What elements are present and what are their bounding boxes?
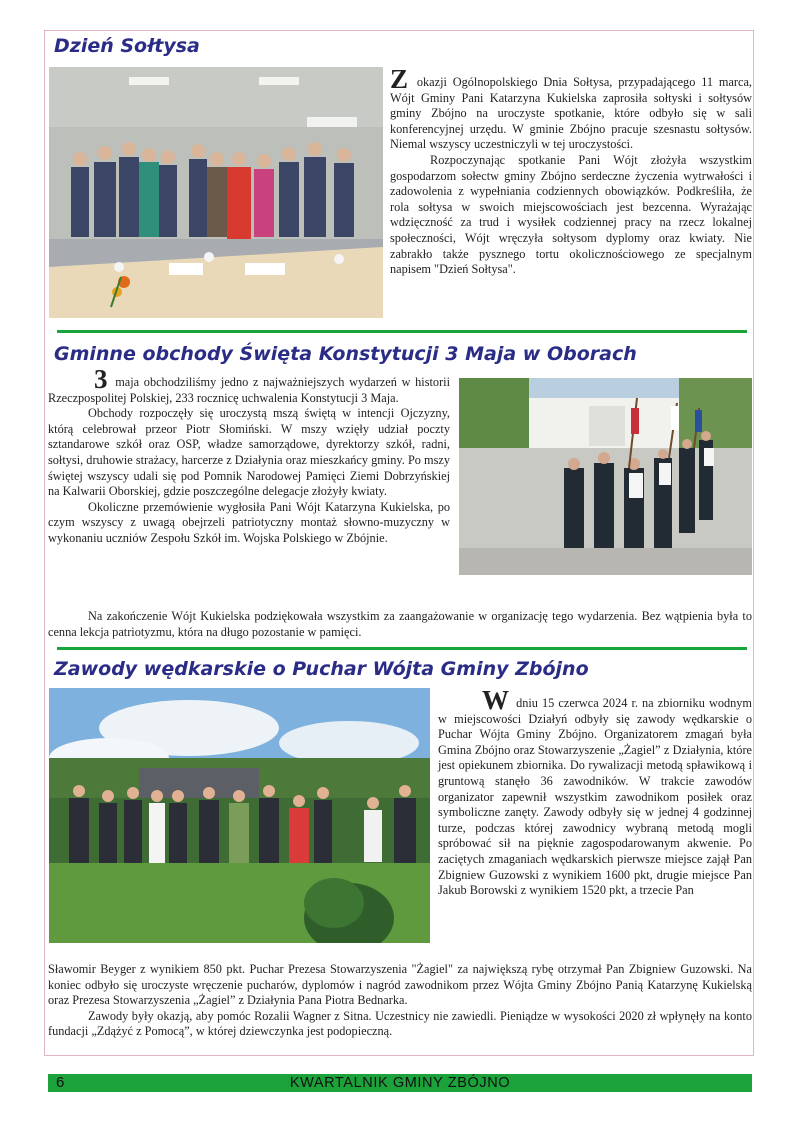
publication-title: KWARTALNIK GMINY ZBÓJNO [289, 1075, 511, 1091]
section3-text [438, 685, 752, 899]
section-title-dzien-soltysa: Dzień Sołtysa [54, 35, 200, 57]
section2-text [48, 364, 450, 547]
section3-text-full [48, 962, 752, 1040]
section1-text [390, 64, 752, 278]
photo-parade [459, 378, 752, 575]
section2-paragraph-4: Na zakończenie Wójt Kukielska podziękowała wszystkim za zaangażowanie w organizację tego wydarzenia. Bez wątpienia była to cenna lekcja patriotyzmu, która na długo pozostanie w pamięci. [48, 609, 752, 639]
photo-soltys-meeting [49, 67, 383, 318]
footer-bar [48, 1074, 752, 1092]
section1-dropcap: Z [390, 64, 409, 94]
section2-paragraph-1 [48, 364, 450, 406]
section2-lead-text: maja obchodziliśmy jedno z najważniejszych wydarzeń w historii Rzeczpospolitej Polskiej, 233 rocznicę uchwalenia Konstytucji 3 Maja. [48, 375, 450, 405]
photo-fishing-competition [49, 688, 430, 943]
section3-paragraph-1 [438, 685, 752, 899]
section-divider-1 [57, 330, 747, 333]
section1-paragraph-1 [390, 64, 752, 153]
section2-paragraph-3: Okoliczne przemówienie wygłosiła Pani Wójt Katarzyna Kukielska, po czym wszyscy z uwagą obejrzeli patriotyczny montaż słowno-muzyczny w wykonaniu uczniów Zespołu Szkół im. Wojska Polskiego w Zbójnie. [48, 499, 450, 545]
page-number: 6 [56, 1074, 65, 1091]
section3-continuation: Sławomir Beyger z wynikiem 850 pkt. Puchar Prezesa Stowarzyszenia "Żagiel" za największą rybę otrzymał Pan Zbigniew Guzowski. Na koniec odbyło się uroczyste wręczenie pucharów, dyplomów i nagród zawodnikom przez Wójta Gminy Zbójno Panią Katarzynę Kukielską oraz Prezesa Stowarzyszenia „Żagiel” z Działynia Pana Piotra Bednarka. [48, 962, 752, 1008]
section3-dropcap: W [482, 685, 509, 715]
section3-lead-text: dniu 15 czerwca 2024 r. na zbiorniku wodnym w miejscowości Działyń odbyły się zawody wędkarskie o Puchar Wójta Gminy Zbójno. Organizatorem zmagań była Gmina Zbójno oraz Stowarzyszenie „Żagiel” z Działynia, które jest opiekunem zbiornika. Do rywalizacji metodą spławikową i gruntową stanęło 36 zawodników. W trakcie zawodów organizator zapewnił wszystkim zawodnikom posiłek oraz symboliczne zanęty. Zawody odbyły się w jednej 4 godzinnej turze, podczas której zawodnicy wybraną metodą mogli spróbować sił na pięknie zagospodarowanym akwenie. Po zaciętych zmaganiach wędkarskich pierwsze miejsce zajął Pan Zbigniew Guzowski z wynikiem 1600 pkt, drugie miejsce Pan Jakub Borowski z wynikiem 1520 pkt, a trzecie Pan [438, 696, 752, 898]
section2-text-full [48, 609, 752, 640]
section2-paragraph-2: Obchody rozpoczęły się uroczystą mszą świętą w intencji Ojczyzny, którą celebrował przeor Piotr Słomiński. W mszy wzięły udział poczty sztandarowe szkół oraz OSP, władze samorządowe, dyrektorzy szkół, radni, sołtysi, druhowie strażacy, harcerze z Działynia oraz mieszkańcy gminy. Po mszy świętej wszyscy udali się pod Pomnik Narodowej Pamięci Ziemi Dobrzyńskiej na Kalwarii Oborskiej, gdzie poszczególne delegacje złożyły kwiaty. [48, 406, 450, 499]
section1-lead-text: okazji Ogólnopolskiego Dnia Sołtysa, przypadającego 11 marca, Wójt Gminy Pani Katarzyna Kukielska zaprosiła sołtyski i sołtysów gminy Zbójno na uroczyste spotkanie, które odbyło się w sali konferencyjnej urzędu. W gminie Zbójno pracuje szesnastu sołtysów. Niemal wszyscy uczestniczyli w tej uroczystości. [390, 75, 752, 152]
section2-dropcap: 3 [94, 364, 108, 394]
section-title-zawody-wedkarskie: Zawody wędkarskie o Puchar Wójta Gminy Zbójno [54, 658, 589, 680]
section-divider-2 [57, 647, 747, 650]
section1-paragraph-2: Rozpoczynając spotkanie Pani Wójt złożyła wszystkim gospodarzom sołectw gminy Zbójno serdeczne życzenia wytrwałości i zadowolenia z wypełniania codziennych obowiązków. Podkreśliła, że rola sołtysa w swoich miejscowościach jest bezcenna. Wyrażając wdzięczność za trud i wysiłek codziennej pracy na rzecz lokalnej społeczności, Wójt wręczyła sołtysom dyplomy oraz kwiaty. Nie zabrakło także pysznego tortu okolicznościowego ze specjalnym napisem "Dzień Sołtysa". [390, 152, 752, 277]
section3-paragraph-2: Zawody były okazją, aby pomóc Rozalii Wagner z Sitna. Uczestnicy nie zawiedli. Pieniądze w wysokości 2020 zł wpłynęły na konto fundacji „Zdążyć z Pomocą”, w której dziewczynka jest podopieczną. [48, 1008, 752, 1039]
section-title-konstytucja: Gminne obchody Święta Konstytucji 3 Maja w Oborach [54, 343, 637, 365]
